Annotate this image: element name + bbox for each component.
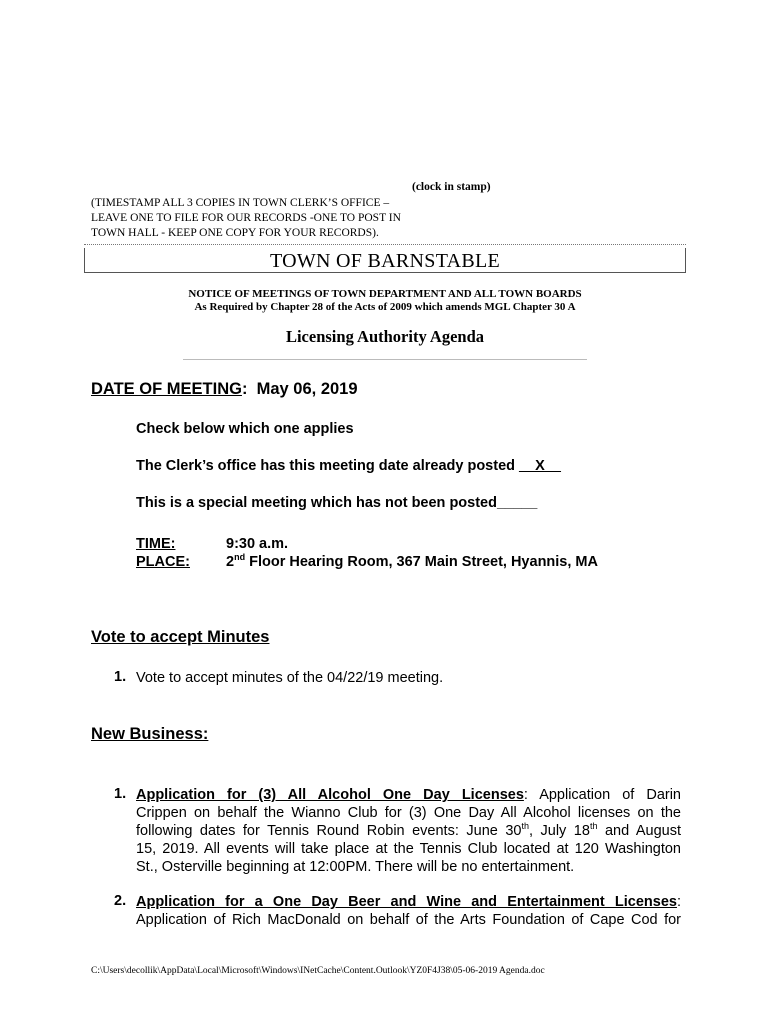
time-label: TIME: (136, 536, 176, 552)
document-file-path: C:\Users\decollik\AppData\Local\Microsoft\Windows\INetCache\Content.Outlook\YZ0F4J38\05-06-2019 Agenda.doc (91, 966, 545, 976)
business-item-1-dates-b: , July 18 (528, 823, 590, 839)
business-item-1-number: 1. (114, 786, 127, 802)
instruction-line-2: LEAVE ONE TO FILE FOR OUR RECORDS -ONE TO POST IN (91, 212, 401, 224)
business-item-1-line-5: St., Osterville beginning at 12:00PM. There will be no entertainment. (136, 859, 575, 875)
timestamp-instructions (91, 196, 431, 241)
agenda-title: Licensing Authority Agenda (285, 327, 485, 346)
business-item-1-line-4: 15, 2019. All events will take place at the Tennis Club located at 120 Washington (136, 841, 681, 857)
business-item-1-sup-1: th (521, 821, 529, 832)
posted-option-text: The Clerk’s office has this meeting date already posted (136, 458, 515, 474)
business-item-2-line-2: Application of Rich MacDonald on behalf of the Arts Foundation of Cape Cod for (136, 912, 681, 928)
posted-option (136, 458, 561, 474)
business-item-2-line-1 (136, 893, 681, 911)
town-title: TOWN OF BARNSTABLE (269, 250, 501, 272)
business-item-1-line-1 (136, 786, 681, 804)
minutes-heading: Vote to accept Minutes (91, 628, 270, 646)
place-address: Floor Hearing Room, 367 Main Street, Hyannis, MA (245, 554, 598, 570)
meeting-date-value: May 06, 2019 (256, 380, 358, 398)
new-business-heading: New Business: (91, 725, 209, 743)
business-item-1-applicant-start: : Application of Darin (523, 787, 681, 803)
business-item-2-number: 2. (114, 893, 127, 909)
agenda-title-rule (183, 359, 587, 360)
business-item-2 (136, 893, 681, 929)
notice-line-1: NOTICE OF MEETINGS OF TOWN DEPARTMENT AND ALL TOWN BOARDS (188, 288, 582, 300)
place-floor-suffix: nd (234, 552, 246, 563)
business-item-1-sup-2: th (589, 821, 598, 832)
minutes-item-text: Vote to accept minutes of the 04/22/19 meeting. (136, 670, 444, 686)
business-item-2-colon: : (676, 894, 681, 910)
dotted-separator (84, 244, 686, 245)
town-title-box (84, 248, 686, 273)
clock-in-stamp-note: (clock in stamp) (412, 181, 491, 193)
business-item-1-dates-a: following dates for Tennis Round Robin events: June 30 (136, 823, 522, 839)
meeting-date-colon: : (241, 380, 248, 398)
business-item-2-title: Application for a One Day Beer and Wine and Entertainment Licenses (136, 894, 677, 910)
notice-line-2: As Required by Chapter 28 of the Acts of 2009 which amends MGL Chapter 30 A (194, 301, 576, 313)
business-item-1-line-2: Crippen on behalf the Wianno Club for (3) One Day All Alcohol licenses on the (136, 805, 681, 821)
business-item-1-title: Application for (3) All Alcohol One Day Licenses (136, 787, 524, 803)
instruction-line-1: (TIMESTAMP ALL 3 COPIES IN TOWN CLERK’S OFFICE – (91, 197, 390, 209)
meeting-date-label: DATE OF MEETING (91, 380, 242, 398)
place-value (226, 554, 598, 570)
posted-option-mark: __X__ (519, 458, 561, 474)
special-meeting-option: This is a special meeting which has not been posted_____ (136, 495, 538, 511)
check-instruction: Check below which one applies (136, 421, 354, 437)
business-item-1-dates-c: and August (597, 823, 682, 839)
place-floor-number: 2 (226, 554, 235, 570)
time-value: 9:30 a.m. (226, 536, 289, 552)
business-item-1-line-3 (136, 822, 681, 840)
instruction-line-3: TOWN HALL - KEEP ONE COPY FOR YOUR RECORDS). (91, 227, 379, 239)
business-item-1 (136, 786, 681, 876)
meeting-date-row (91, 380, 358, 399)
minutes-item-number: 1. (114, 669, 127, 685)
place-label: PLACE: (136, 554, 190, 570)
